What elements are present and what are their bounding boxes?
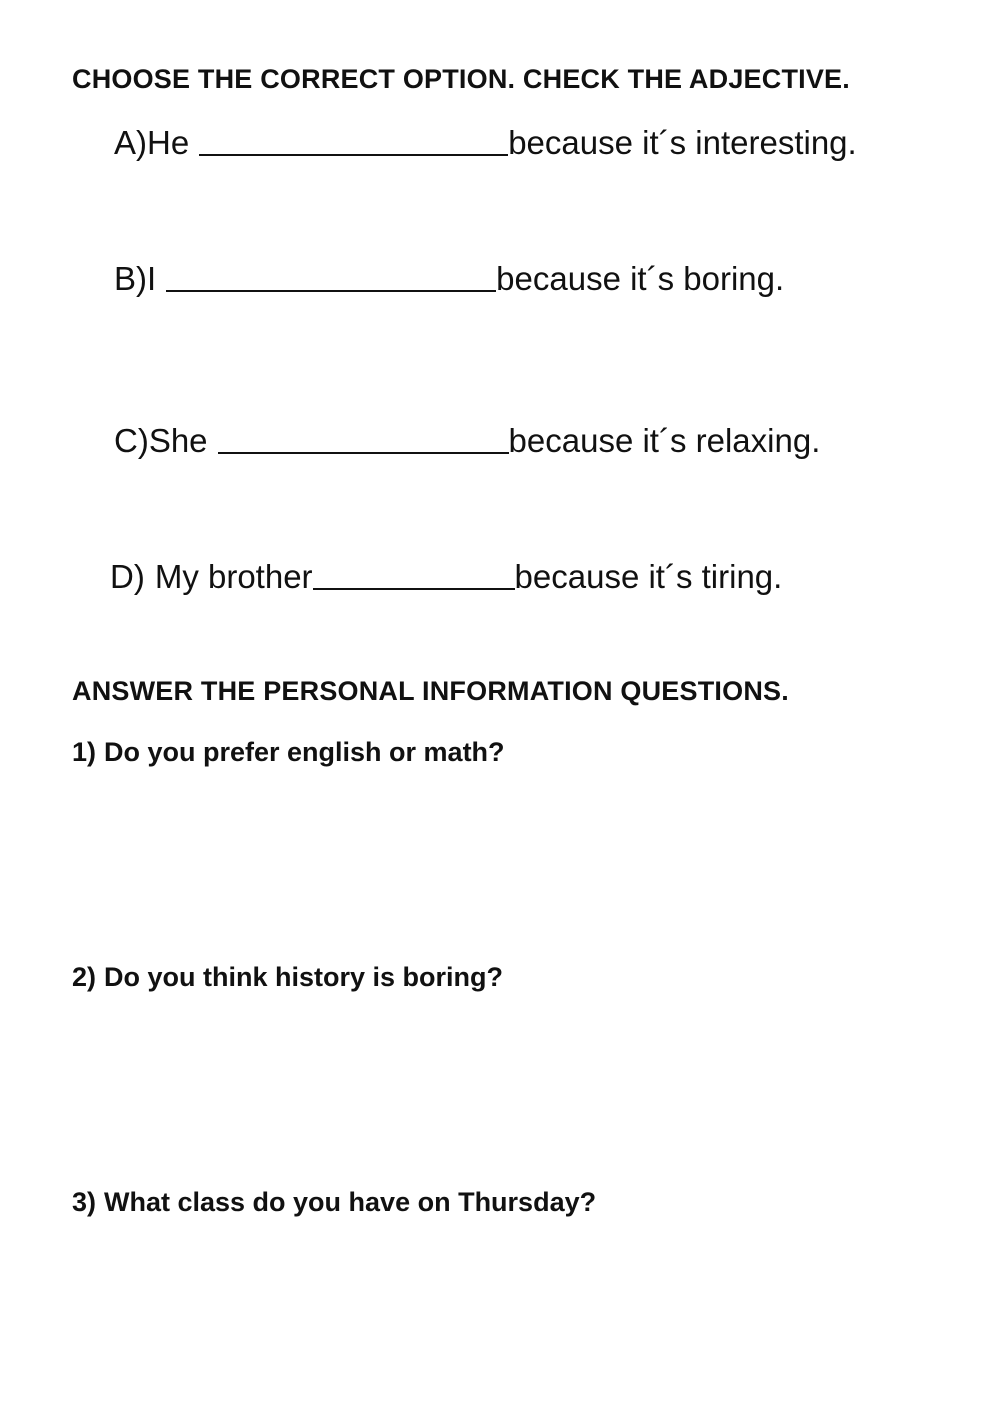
section-title-answer: ANSWER THE PERSONAL INFORMATION QUESTIONS.	[72, 676, 789, 706]
answer-blank[interactable]	[166, 289, 496, 292]
question-2	[72, 962, 503, 993]
item-ending: because it´s tiring.	[514, 558, 783, 595]
question-text: Do you think history is boring?	[104, 962, 504, 992]
item-d	[110, 558, 782, 596]
item-label: D)	[110, 558, 145, 595]
answer-blank[interactable]	[313, 587, 515, 590]
item-ending: because it´s interesting.	[508, 124, 857, 161]
item-label: B)I	[114, 260, 157, 297]
item-subject: My brother	[154, 558, 313, 595]
item-label: A)He	[114, 124, 190, 161]
question-1	[72, 737, 505, 768]
item-a	[114, 124, 857, 162]
answer-blank[interactable]	[218, 451, 509, 454]
question-3	[72, 1187, 596, 1218]
item-b	[114, 260, 784, 298]
question-text: What class do you have on Thursday?	[104, 1187, 597, 1217]
question-number: 2)	[72, 962, 97, 992]
section-title-choose: CHOOSE THE CORRECT OPTION. CHECK THE ADJECTIVE.	[72, 64, 850, 94]
item-ending: because it´s boring.	[496, 260, 785, 297]
question-number: 3)	[72, 1187, 97, 1217]
question-text: Do you prefer english or math?	[104, 737, 505, 767]
answer-blank[interactable]	[199, 153, 508, 156]
question-number: 1)	[72, 737, 97, 767]
item-ending: because it´s relaxing.	[508, 422, 821, 459]
item-c	[114, 422, 820, 460]
item-label: C)She	[114, 422, 208, 459]
